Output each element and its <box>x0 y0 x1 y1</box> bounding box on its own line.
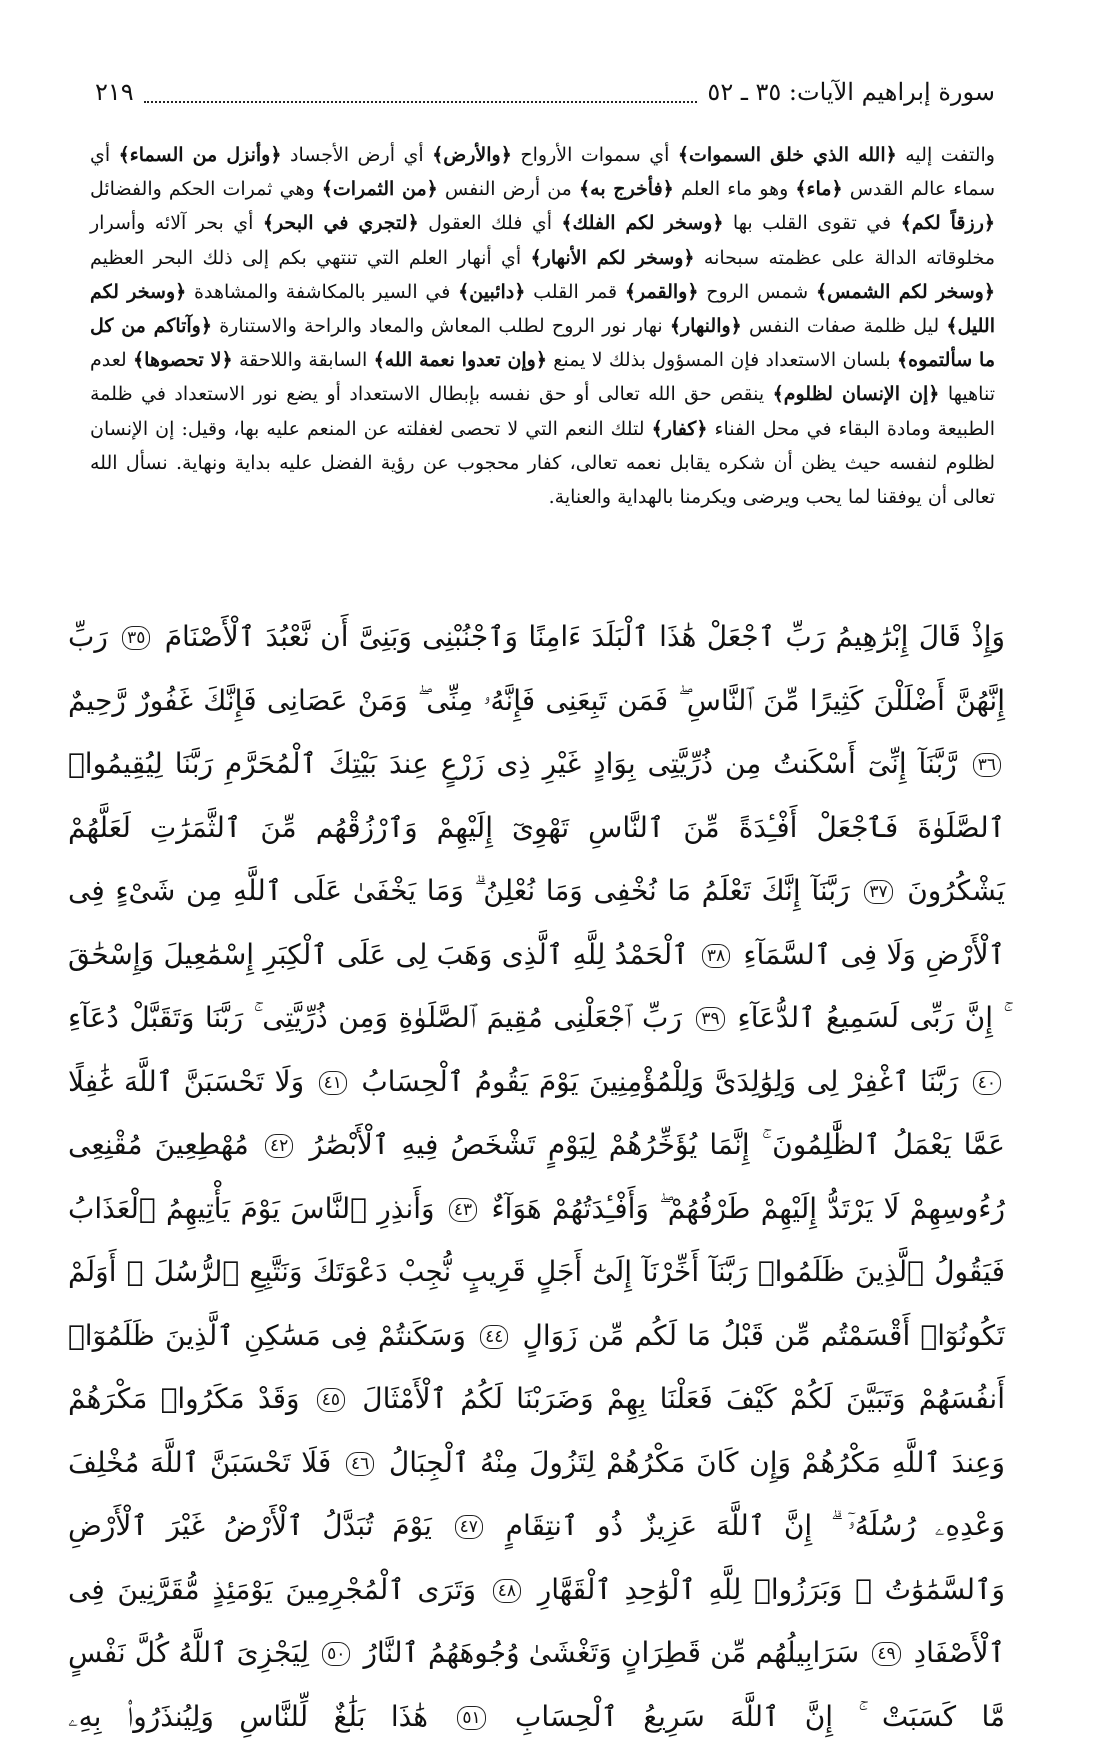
ayah-number-marker: ٥٠ <box>322 1642 350 1666</box>
ayah-number-marker: ٤٩ <box>872 1642 900 1666</box>
leader-dots <box>144 101 698 103</box>
commentary-segment: نهار نور الروح لطلب المعاش والمعاد والراحة والاستنارة <box>212 315 670 338</box>
commentary-segment: أي بحر آلائه وأسرار مخلوقاته الدالة على عظمته سبحانه <box>90 212 995 269</box>
commentary-segment: قمر القلب <box>525 280 625 303</box>
ayah-text: رَّبَّنَآ إِنِّىٓ أَسْكَنتُ مِن ذُرِّيَّتِى بِوَادٍ غَيْرِ ذِى زَرْعٍ عِندَ بَيْتِكَ ٱلْمُحَرَّمِ رَبَّنَا لِيُقِيمُوا۟ ٱلصَّلَوٰةَ فَٱجْعَلْ أَفْـِٔدَةً مِّنَ ٱلنَّاسِ تَهْوِىٓ إِلَيْهِمْ وَٱرْزُقْهُم مِّنَ ٱلثَّمَرَٰتِ لَعَلَّهُمْ يَشْكُرُونَ <box>68 747 1005 907</box>
quoted-verse: ﴿لتجري في البحر﴾ <box>262 212 419 235</box>
quoted-verse: ﴿والقمر﴾ <box>624 280 699 303</box>
commentary-segment: وهو ماء العلم <box>673 178 796 201</box>
ayah-number-marker: ٣٨ <box>702 944 730 968</box>
ayah-number-marker: ٤٣ <box>449 1198 477 1222</box>
quoted-verse: ﴿دائبين﴾ <box>458 280 526 303</box>
surah-title: سورة إبراهيم الآيات: ٣٥ ـ ٥٢ <box>707 78 995 106</box>
quoted-verse: ﴿والنهار﴾ <box>669 315 742 338</box>
quran-text <box>68 605 1005 1748</box>
quoted-verse: ﴿إن الإنسان لظلوم﴾ <box>772 383 940 406</box>
ayah-number-marker: ٤٢ <box>265 1134 293 1158</box>
commentary-segment: وهي ثمرات الحكم والفضائل <box>90 178 322 201</box>
ayah-number-marker: ٣٦ <box>973 753 1001 777</box>
commentary-segment: أي فلك العقول <box>418 212 562 235</box>
quoted-verse: ﴿وسخر لكم الشمس﴾ <box>815 280 995 303</box>
ayah-text: سَرَابِيلُهُم مِّن قَطِرَانٍ وَتَغْشَىٰ وُجُوهَهُمُ ٱلنَّارُ <box>354 1636 860 1669</box>
commentary-segment: لعدم تناهيها <box>90 349 995 406</box>
ayah-text: هَٰذَا بَلَٰغٌ لِّلنَّاسِ وَلِيُنذَرُوا۟ بِهِۦ <box>68 1699 429 1733</box>
commentary-segment: أي أرض الأجساد <box>281 144 433 166</box>
quoted-verse: ﴿وسخر لكم الليل﴾ <box>90 280 995 338</box>
quoted-verse: ﴿وسخر لكم الفلك﴾ <box>561 212 724 235</box>
commentary-segment: والتفت إليه <box>896 144 995 166</box>
ayah-number-marker: ٣٥ <box>122 626 150 650</box>
ayah-text: لِيَجْزِىَ ٱللَّهُ كُلَّ نَفْسٍ مَّا كَسَبَتْ ۚ إِنَّ ٱللَّهَ سَرِيعُ ٱلْحِسَابِ <box>68 1636 1005 1733</box>
ayah-text: ٱلْحَمْدُ لِلَّهِ ٱلَّذِى وَهَبَ لِى عَلَى ٱلْكِبَرِ إِسْمَٰعِيلَ وَإِسْحَٰقَ ۚ إِنَّ رَبِّى لَسَمِيعُ ٱلدُّعَآءِ <box>68 937 1005 1034</box>
ayah-text: مُهْطِعِينَ مُقْنِعِى رُءُوسِهِمْ لَا يَرْتَدُّ إِلَيْهِمْ طَرْفُهُمْ ۖ وَأَفْـِٔدَتُهُمْ هَوَآءٌ <box>68 1128 1005 1225</box>
commentary-segment: أي سماء عالم القدس <box>90 144 995 201</box>
ayah-text: وَأَنذِرِ ٱلنَّاسَ يَوْمَ يَأْتِيهِمُ ٱلْعَذَابُ فَيَقُولُ ٱلَّذِينَ ظَلَمُوا۟ رَبَّنَآ أَخِّرْنَآ إِلَىٰٓ أَجَلٍ قَرِيبٍ نُّجِبْ دَعْوَتَكَ وَنَتَّبِعِ ٱلرُّسُلَ ۗ أَوَلَمْ تَكُونُوٓا۟ أَقْسَمْتُم مِّن قَبْلُ مَا لَكُم مِّن زَوَالٍ <box>68 1191 1005 1352</box>
quoted-verse: ﴿وأنزل من السماء﴾ <box>118 144 282 166</box>
ayah-text: رَبَّنَا ٱغْفِرْ لِى وَلِوَٰلِدَىَّ وَلِلْمُؤْمِنِينَ يَوْمَ يَقُومُ ٱلْحِسَابُ <box>350 1064 959 1098</box>
commentary-segment: ليل ظلمة صفات النفس <box>741 315 947 338</box>
commentary-segment: في السير بالمكاشفة والمشاهدة <box>186 280 459 303</box>
ayah-number-marker: ٤٠ <box>973 1071 1001 1095</box>
ayah-number-marker: ٥١ <box>457 1706 485 1730</box>
quoted-verse: ﴿الله الذي خلق السموات﴾ <box>677 144 897 166</box>
ayah-text: وَتَرَى ٱلْمُجْرِمِينَ يَوْمَئِذٍ مُّقَرَّنِينَ فِى ٱلْأَصْفَادِ <box>68 1572 1005 1669</box>
commentary-segment: شمس الروح <box>698 280 816 303</box>
quoted-verse: ﴿وإن تعدوا نعمة الله﴾ <box>373 349 547 372</box>
ayah-text: رَبَّنَآ إِنَّكَ تَعْلَمُ مَا نُخْفِى وَمَا نُعْلِنُ ۗ وَمَا يَخْفَىٰ عَلَى ٱللَّهِ مِن شَىْءٍ فِى ٱلْأَرْضِ وَلَا فِى ٱلسَّمَآءِ <box>68 874 1005 971</box>
commentary-segment: في تقوى القلب بها <box>723 212 901 235</box>
ayah-text: وَسَكَنتُمْ فِى مَسَٰكِنِ ٱلَّذِينَ ظَلَمُوٓا۟ أَنفُسَهُمْ وَتَبَيَّنَ لَكُمْ كَيْفَ فَعَلْنَا بِهِمْ وَضَرَبْنَا لَكُمُ ٱلْأَمْثَالَ <box>68 1318 1005 1415</box>
ayah-number-marker: ٤٥ <box>317 1388 345 1412</box>
quoted-verse: ﴿والأرض﴾ <box>432 144 512 166</box>
ayah-number-marker: ٤٦ <box>346 1452 374 1476</box>
ayah-number-marker: ٣٩ <box>696 1007 724 1031</box>
quoted-verse: ﴿كفار﴾ <box>651 417 708 440</box>
commentary-segment: بلسان الاستعداد فإن المسؤول بذلك لا يمنع <box>547 349 898 372</box>
commentary-text <box>90 138 995 514</box>
commentary-segment: لتلك النعم التي لا تحصى لغفلته عن المنعم عليه بها، وقيل: إن الإنسان لظلوم لنفسه حيث يظن أن شكره يقابل نعمه تعالى، كفار محجوب عن رؤية الفضل عليه بداية ونهاية. نسأل الله تعالى أن يوفقنا لما يحب ويرضى ويكرمنا بالهداية والعناية. <box>90 417 995 509</box>
quoted-verse: ﴿فأخرج به﴾ <box>579 178 674 201</box>
ayah-number-marker: ٤٤ <box>480 1325 508 1349</box>
quoted-verse: ﴿وآتاكم من كل ما سألتموه﴾ <box>90 315 996 372</box>
ayah-text: يَوْمَ تُبَدَّلُ ٱلْأَرْضُ غَيْرَ ٱلْأَرْضِ وَٱلسَّمَٰوَٰتُ ۖ وَبَرَزُوا۟ لِلَّهِ ٱلْوَٰحِدِ ٱلْقَهَّارِ <box>68 1509 1006 1606</box>
ayah-number-marker: ٤١ <box>319 1071 347 1095</box>
commentary-segment: أي سموات الأرواح <box>511 144 678 166</box>
ayah-number-marker: ٤٨ <box>493 1579 521 1603</box>
ayah-text: رَبِّ إِنَّهُنَّ أَضْلَلْنَ كَثِيرًا مِّنَ ٱلنَّاسِ ۖ فَمَن تَبِعَنِى فَإِنَّهُۥ مِنِّى ۖ وَمَنْ عَصَانِى فَإِنَّكَ غَفُورٌ رَّحِيمٌ <box>68 620 1005 717</box>
commentary-segment: السابقة واللاحقة <box>232 349 374 372</box>
ayah-text: فَلَا تَحْسَبَنَّ ٱللَّهَ مُخْلِفَ وَعْدِهِۦ رُسُلَهُۥٓ ۗ إِنَّ ٱللَّهَ عَزِيزٌ ذُو ٱنتِقَامٍ <box>68 1445 1006 1542</box>
quoted-verse: ﴿وسخر لكم الأنهار﴾ <box>530 246 695 269</box>
ayah-text: وَلَا تَحْسَبَنَّ ٱللَّهَ غَٰفِلًا عَمَّا يَعْمَلُ ٱلظَّٰلِمُونَ ۚ إِنَّمَا يُؤَخِّرُهُمْ لِيَوْمٍ تَشْخَصُ فِيهِ ٱلْأَبْصَٰرُ <box>68 1064 1005 1161</box>
ayah-number-marker: ٣٧ <box>864 880 892 904</box>
ayah-text: رَبِّ ٱجْعَلْنِى مُقِيمَ ٱلصَّلَوٰةِ وَمِن ذُرِّيَّتِى ۚ رَبَّنَا وَتَقَبَّلْ دُعَآءِ <box>68 1001 682 1034</box>
quoted-verse: ﴿من الثمرات﴾ <box>321 178 438 201</box>
page-header <box>95 78 995 114</box>
page-number: ٢١٩ <box>95 78 134 106</box>
commentary-segment: ينقص حق الله تعالى أو حق نفسه بإبطال الاستعداد أو يضع نور الاستعداد في ظلمة الطبيعة ومادة البقاء في محل الفناء <box>90 383 996 440</box>
commentary-segment: من أرض النفس <box>437 178 579 201</box>
ayah-text: وَإِذْ قَالَ إِبْرَٰهِيمُ رَبِّ ٱجْعَلْ هَٰذَا ٱلْبَلَدَ ءَامِنًا وَٱجْنُبْنِى وَبَنِىَّ أَن نَّعْبُدَ ٱلْأَصْنَامَ <box>154 620 1005 653</box>
ayah-number-marker: ٤٧ <box>455 1515 483 1539</box>
ayah-text: وَقَدْ مَكَرُوا۟ مَكْرَهُمْ وَعِندَ ٱللَّهِ مَكْرُهُمْ وَإِن كَانَ مَكْرُهُمْ لِتَزُولَ مِنْهُ ٱلْجِبَالُ <box>68 1382 1005 1479</box>
quoted-verse: ﴿ماء﴾ <box>795 178 843 201</box>
quoted-verse: ﴿لا تحصوها﴾ <box>133 349 233 372</box>
commentary-segment: أي أنهار العلم التي تنتهي بكم إلى ذلك البحر العظيم <box>90 246 531 269</box>
quoted-verse: ﴿رزقاً لكم﴾ <box>900 212 995 235</box>
